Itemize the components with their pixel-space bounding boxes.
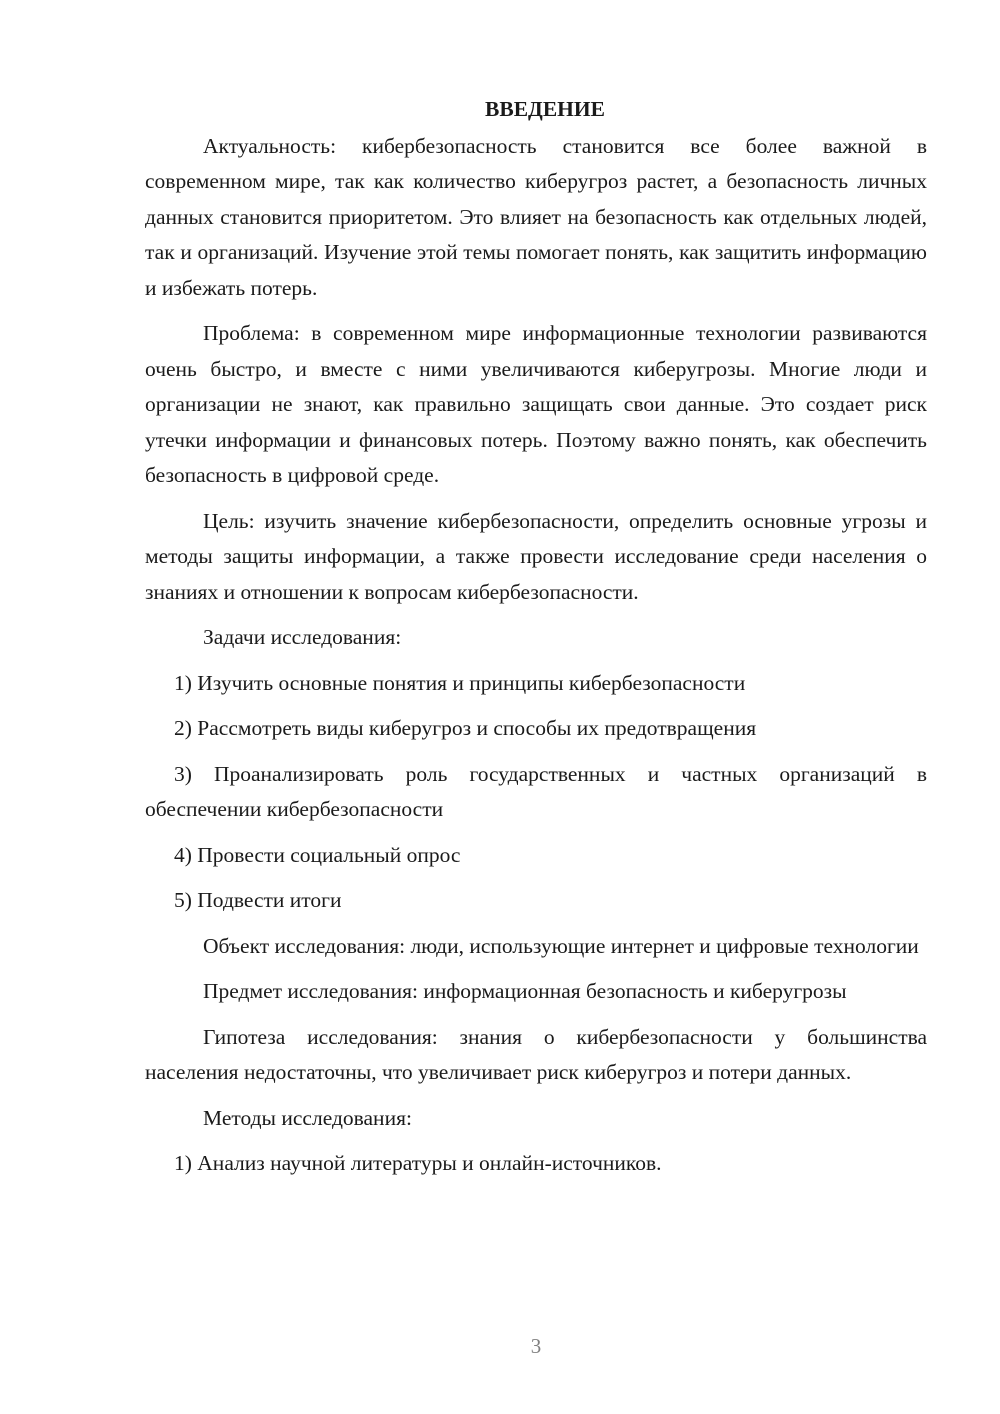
page-number: 3 [530, 1334, 542, 1358]
method-item: 1) Анализ научной литературы и онлайн-источников. [174, 1151, 662, 1175]
task-item: 3) Проанализировать роль государственных и частных организаций в обеспечении кибербезопасности [145, 761, 927, 821]
relevance-paragraph: Актуальность: кибербезопасность становится все более важной в современном мире, так как количество киберугроз растет, а безопасность личных данных становится приоритетом. Это влияет на безопасность как отдельных людей, так и организаций. Изучение этой темы помогает понять, как защитить информацию и избежать потерь. [145, 133, 927, 300]
object-paragraph: Объект исследования: люди, использующие интернет и цифровые технологии [203, 933, 919, 958]
task-item: 2) Рассмотреть виды киберугроз и способы их предотвращения [174, 716, 757, 740]
task-item: 4) Провести социальный опрос [174, 842, 461, 867]
goal-paragraph: Цель: изучить значение кибербезопасности, определить основные угрозы и методы защиты информации, а также провести исследование среди населения о знаниях и отношении к вопросам кибербезопасности. [145, 508, 927, 604]
problem-paragraph: Проблема: в современном мире информационные технологии развиваются очень быстро, и вместе с ними увеличиваются киберугрозы. Многие люди и организации не знают, как правильно защищать свои данные. Это создает риск утечки информации и финансовых потерь. Поэтому важно понять, как обеспечить безопасность в цифровой среде. [145, 321, 927, 487]
document-page [145, 92, 927, 1192]
hypothesis-paragraph: Гипотеза исследования: знания о кибербезопасности у большинства населения недостаточны, что увеличивает риск киберугроз и потери данных. [145, 1024, 927, 1084]
methods-label: Методы исследования: [203, 1105, 412, 1130]
section-title: ВВЕДЕНИЕ [485, 97, 605, 121]
tasks-label: Задачи исследования: [203, 625, 402, 649]
subject-paragraph: Предмет исследования: информационная безопасность и киберугрозы [203, 979, 847, 1003]
task-item: 5) Подвести итоги [174, 888, 342, 912]
task-item: 1) Изучить основные понятия и принципы кибербезопасности [174, 670, 746, 695]
